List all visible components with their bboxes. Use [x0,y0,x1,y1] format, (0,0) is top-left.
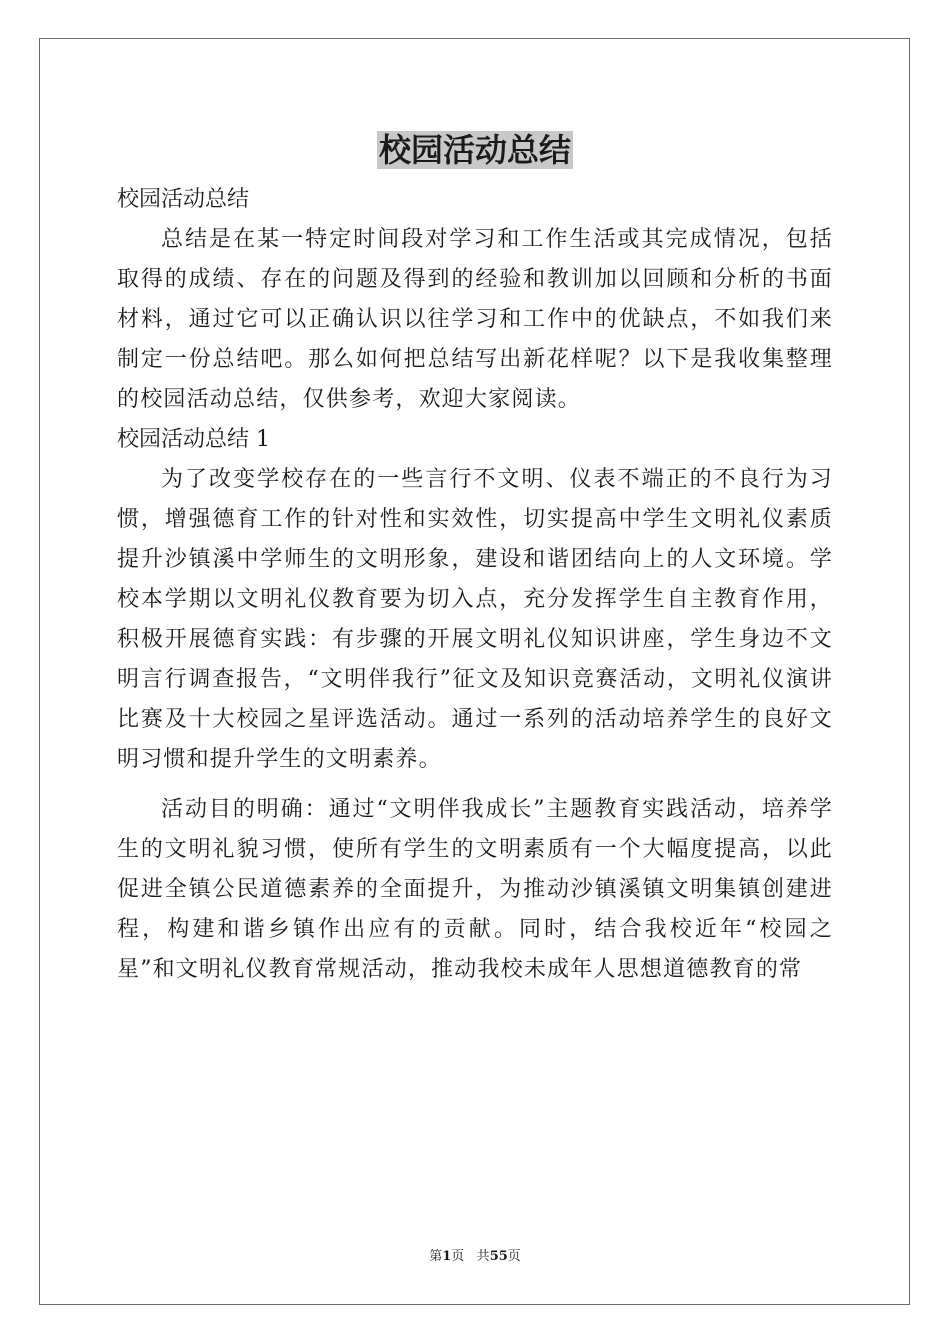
total-label: 页 [507,1249,521,1264]
section-heading-1: 校园活动总结 1 [117,427,270,452]
section-1-paragraph-1: 为了改变学校存在的一些言行不文明、仪表不端正的不良行为习惯，增强德育工作的针对性和实效性，切实提高中学生文明礼仪素质提升沙镇溪中学师生的文明形象，建设和谐团结向上的人文环境。学校本学期以文明礼仪教育要为切入点，充分发挥学生自主教育作用，积极开展德育实践：有步骤的开展文明礼仪知识讲座，学生身边不文明言行调查报告，“文明伴我行”征文及知识竞赛活动，文明礼仪演讲比赛及十大校园之星评选活动。通过一系列的活动培养学生的良好文明习惯和提升学生的文明素养。 [117,467,833,772]
document-title-text: 校园活动总结 [378,131,571,169]
page-footer [0,1248,950,1266]
page-prefix: 第 [429,1249,443,1264]
section-1-paragraph-2: 活动目的明确：通过“文明伴我成长”主题教育实践活动，培养学生的文明礼貌习惯，使所有学生的文明素质有一个大幅度提高，以此促进全镇公民道德素养的全面提升，为推动沙镇溪镇文明集镇创建进程，构建和谐乡镇作出应有的贡献。同时，结合我校近年“校园之星”和文明礼仪教育常规活动，推动我校未成年人思想道德教育的常 [117,797,833,982]
document-body [117,180,833,1000]
page-label: 页 [451,1249,465,1264]
page-current: 1 [442,1249,452,1264]
page-total: 55 [489,1249,508,1264]
document-title [0,128,950,172]
total-prefix: 共 [476,1249,490,1264]
document-subtitle: 校园活动总结 [117,187,250,212]
intro-paragraph: 总结是在某一特定时间段对学习和工作生活或其完成情况，包括取得的成绩、存在的问题及得到的经验和教训加以回顾和分析的书面材料，通过它可以正确认识以往学习和工作中的优缺点，不如我们来制定一份总结吧。那么如何把总结写出新花样呢？以下是我收集整理的校园活动总结，仅供参考，欢迎大家阅读。 [117,227,833,412]
